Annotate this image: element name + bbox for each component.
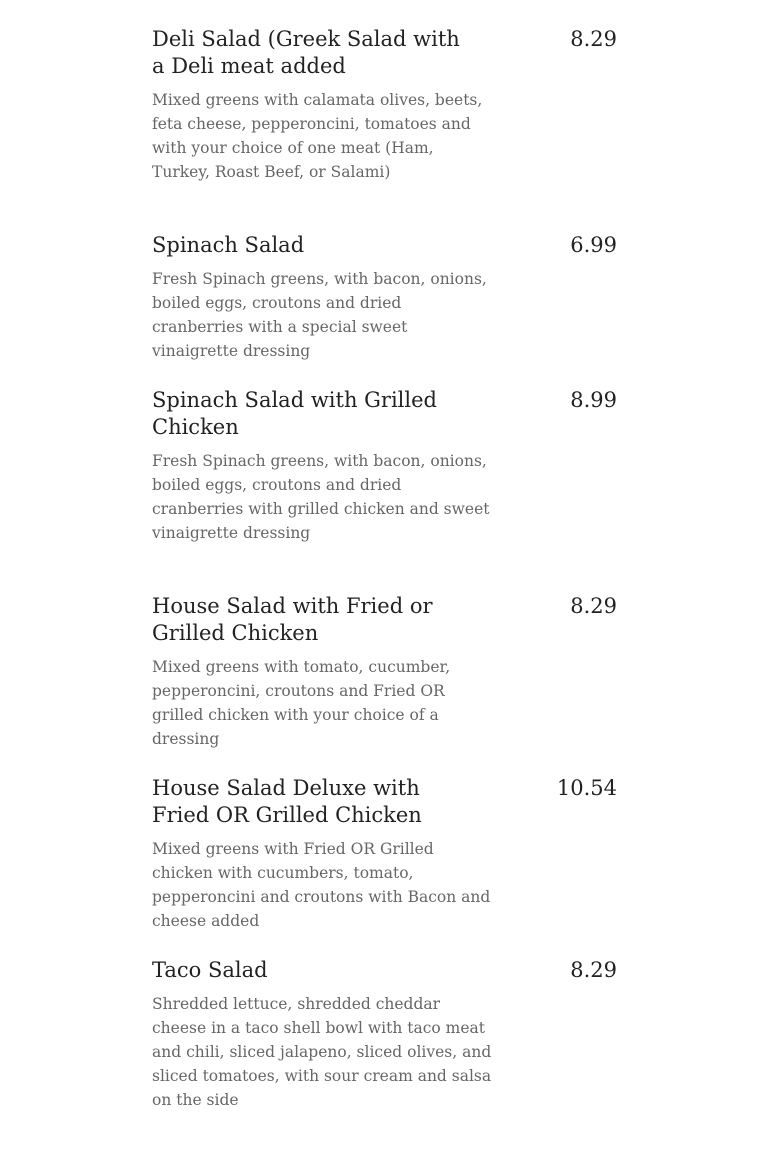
item-description: Mixed greens with tomato, cucumber, pepperoncini, croutons and Fried OR grilled chicken with your choice of a dressing	[152, 658, 451, 748]
item-price: 8.99	[570, 388, 617, 412]
item-description: Mixed greens with Fried OR Grilled chicken with cucumbers, tomato, pepperoncini and croutons with Bacon and cheese added	[152, 840, 491, 930]
item-price: 10.54	[556, 776, 617, 800]
item-description: Fresh Spinach greens, with bacon, onions, boiled eggs, croutons and dried cranberries with grilled chicken and sweet vinaigrette dressing	[152, 452, 490, 542]
item-price: 8.29	[570, 27, 617, 51]
item-price: 8.29	[570, 958, 617, 982]
item-name: House Salad Deluxe with Fried OR Grilled Chicken	[152, 776, 422, 827]
item-name: Spinach Salad	[152, 233, 305, 257]
item-description: Mixed greens with calamata olives, beets, feta cheese, pepperoncini, tomatoes and with your choice of one meat (Ham, Turkey, Roast Beef, or Salami)	[152, 91, 483, 181]
item-name: Taco Salad	[152, 958, 268, 982]
item-price: 6.99	[570, 233, 617, 257]
item-description: Shredded lettuce, shredded cheddar cheese in a taco shell bowl with taco meat and chili, sliced jalapeno, sliced olives, and sliced tomatoes, with sour cream and salsa on the side	[152, 995, 492, 1109]
item-price: 8.29	[570, 594, 617, 618]
item-description: Fresh Spinach greens, with bacon, onions, boiled eggs, croutons and dried cranberries with a special sweet vinaigrette dressing	[152, 270, 487, 360]
item-name: Deli Salad (Greek Salad with a Deli meat added	[152, 27, 460, 78]
item-name: House Salad with Fried or Grilled Chicken	[152, 594, 433, 645]
item-name: Spinach Salad with Grilled Chicken	[152, 388, 437, 439]
